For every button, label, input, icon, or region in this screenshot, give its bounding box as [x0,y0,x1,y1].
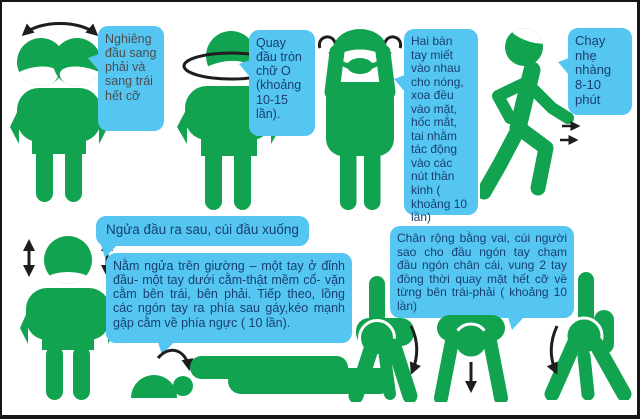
figure-bend-right [542,272,634,400]
leg [489,336,501,398]
torso [326,82,394,156]
leg [205,148,222,210]
bubble-text: Nghiêng đầu sang phải và sang trái hết cỡ [105,32,157,103]
bubble-tail [239,60,250,77]
speech-bubble-tilt-head [98,26,164,131]
leg [519,128,546,188]
bubble-text: Ngửa đầu ra sau, cúi đầu xuống [106,222,299,237]
bubble-text: Nằm ngửa trên giường – một tay ở đỉnh đầu- một tay dưới cằm-thật mềm cổ- vặn cằm bên trái, bên phải. Tiếp theo, lồng các ngón tay ra phía sau gáy,kéo mạnh gập cằm về phía ngực ( 10 lần). [113,259,345,330]
bubble-text: Quay đầu tròn chữ O (khoảng 10-15 lần). [256,36,302,121]
speech-bubble-rotate-head [249,30,315,136]
leg [234,148,251,210]
tilt-double-arrow-icon [24,24,96,35]
leg [36,142,53,202]
arm [584,356,588,394]
leg [65,142,82,202]
arm [384,350,390,394]
bubble-tail [394,75,405,92]
figure-bend-left [348,276,428,402]
chin-tuck-arrow-icon [158,350,189,368]
speech-bubble-lying-stretch [106,253,352,343]
leg [73,346,90,400]
figure-head-tilt [10,14,110,204]
speech-bubble-face-rub [404,29,478,225]
figure-face-rub [312,20,408,212]
leg [441,336,453,398]
leg [340,144,357,210]
bubble-tail [508,317,524,330]
leg [484,128,519,192]
speech-bubble-nod [96,216,309,246]
bubble-text: Chân rộng bằng vai, cúi người sao cho đầu ngón tay chạm đầu ngón chân cái, vung 2 tay đồng thời quay mặt hết cỡ về từng bên trái-phải ( khoảng 10 lần) [397,231,567,313]
leg [364,144,381,210]
bubble-tail [558,58,569,75]
bubble-text: Hai bàn tay miết vào nhau cho nóng, xoa đều vào mặt, hốc mắt, tai nhằm tác động vào các nút thần kinh ( khoảng 10 lần) [411,34,468,225]
speech-bubble-jog [568,28,632,115]
head [173,376,193,396]
bent-knees [131,375,177,398]
figure-bend-center [432,312,510,402]
arm [530,86,568,118]
swing-arrow-icon [551,326,557,372]
bubble-tail [88,54,99,71]
leg [394,346,410,396]
bubble-text: Chạy nhẹ nhàng 8-10 phút [575,33,612,107]
leg [356,346,372,396]
leg [46,346,63,400]
